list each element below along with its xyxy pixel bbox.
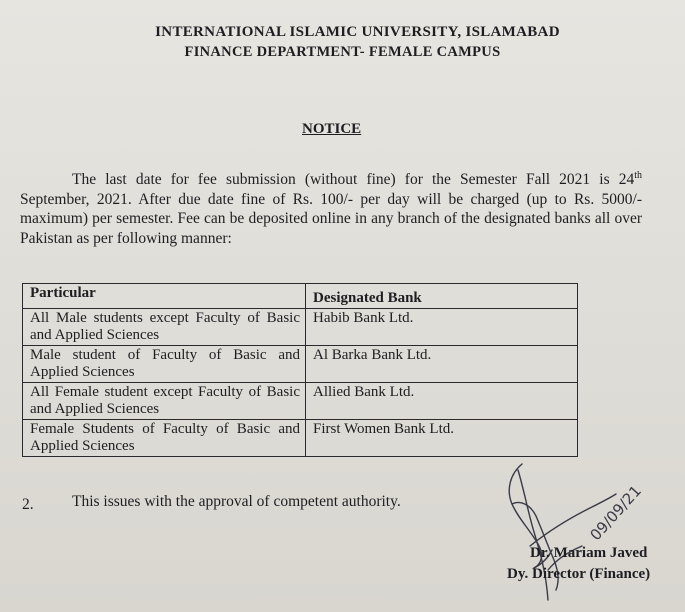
row-particular: All Male students except Faculty of Basic and Applied Sciences (23, 309, 306, 346)
row-particular: Female Students of Faculty of Basic and Applied Sciences (23, 420, 306, 457)
para2-text: This issues with the approval of competent authority. (72, 493, 401, 510)
table-row (23, 420, 578, 457)
university-name: INTERNATIONAL ISLAMIC UNIVERSITY, ISLAMABAD (155, 24, 560, 40)
notice-title: NOTICE (302, 121, 362, 137)
row-particular: Male student of Faculty of Basic and Applied Sciences (23, 346, 306, 383)
table-header-row (23, 284, 578, 309)
para1-text-start: The last date for fee submission (without fine) for the Semester Fall 2021 is 24 (72, 171, 635, 188)
para2-number: 2. (22, 496, 34, 513)
row-bank: Habib Bank Ltd. (306, 309, 578, 346)
notice-paragraph-1 (20, 170, 642, 248)
header-particular: Particular (23, 284, 306, 309)
signature-date: 09/09/21 (586, 481, 645, 545)
para1-text-end: September, 2021. After due date fine of Rs. 100/- per day will be charged (up to Rs. 5000/- maximum) per semester. Fee can be deposited online in any branch of the designated banks all over Pakistan as per following manner: (20, 190, 642, 247)
signer-title: Dy. Director (Finance) (507, 566, 651, 582)
header-designated-bank: Designated Bank (306, 284, 578, 309)
signer-name: Dr. Mariam Javed (530, 545, 648, 561)
table-row (23, 383, 578, 420)
bank-table (22, 283, 578, 457)
para1-superscript: th (634, 169, 642, 181)
row-bank: Allied Bank Ltd. (306, 383, 578, 420)
row-bank: Al Barka Bank Ltd. (306, 346, 578, 383)
department-name: FINANCE DEPARTMENT- FEMALE CAMPUS (184, 44, 501, 60)
row-bank: First Women Bank Ltd. (306, 420, 578, 457)
table-row (23, 309, 578, 346)
table-row (23, 346, 578, 383)
row-particular: All Female student except Faculty of Basic and Applied Sciences (23, 383, 306, 420)
handwritten-signature-icon (490, 460, 680, 612)
